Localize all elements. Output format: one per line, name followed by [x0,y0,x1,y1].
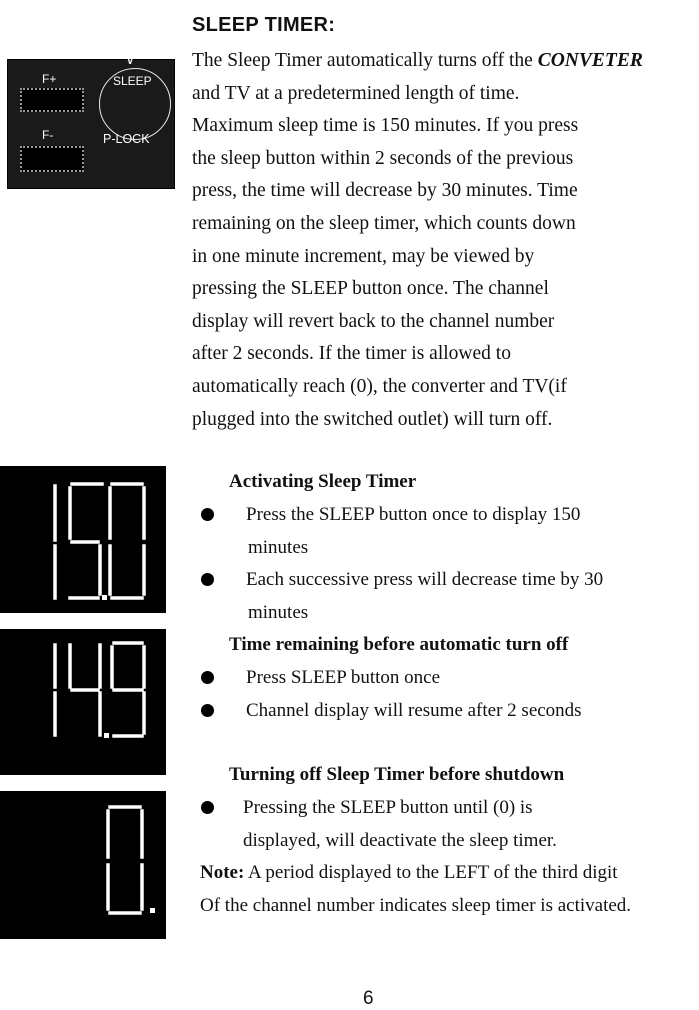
seven-segment-display [0,629,166,775]
intro-text: The Sleep Timer automatically turns off the [192,50,538,71]
f-minus-label: F- [42,128,54,142]
bullet-icon [201,801,214,814]
f-plus-button [20,88,84,112]
bullet-text: minutes [248,602,309,623]
intro-line-8: pressing the SLEEP button once. The channel [192,278,549,300]
intro-line-11: automatically reach (0), the converter and TV(if [192,375,567,397]
intro-line-7: in one minute increment, may be viewed by [192,245,535,267]
section-heading-turning-off: Turning off Sleep Timer before shutdown [229,764,565,785]
seven-segment-display [0,791,166,939]
bullet-text: Press the SLEEP button once to display 150 [246,504,581,525]
intro-line-2: and TV at a predetermined length of time. [192,82,520,104]
note-line-1 [200,857,699,890]
intro-line-5: press, the time will decrease by 30 minutes. Time [192,180,578,202]
section-heading-remaining: Time remaining before automatic turn off [229,634,569,655]
bullet-text: Channel display will resume after 2 seconds [246,700,582,721]
intro-paragraph [192,45,699,436]
note-paragraph [200,857,699,922]
bullet-icon [201,508,214,521]
bullet-icon [201,704,214,717]
bullet-text: Press SLEEP button once [246,667,441,688]
bullet-text: displayed, will deactivate the sleep timer. [243,830,557,851]
intro-line-9: display will revert back to the channel number [192,310,555,332]
bullet-icon [201,671,214,684]
sleep-label: SLEEP [113,74,152,88]
note-line-2: Of the channel number indicates sleep timer is activated. [200,894,632,916]
note-label: Note: [200,862,245,883]
bullet-icon [201,573,214,586]
f-plus-label: F+ [42,72,57,86]
plock-label: P-LOCK [103,132,150,146]
intro-line-10: after 2 seconds. If the timer is allowed to [192,343,511,365]
intro-line-3: Maximum sleep time is 150 minutes. If you press [192,115,579,137]
bullet-text: Each successive press will decrease time by 30 [246,569,604,590]
page-title: SLEEP TIMER: [192,14,336,36]
intro-line-4: the sleep button within 2 seconds of the previous [192,147,574,169]
display-readout-149 [0,629,166,775]
display-readout-0 [0,791,166,939]
intro-line-12: plugged into the switched outlet) will turn off. [192,408,553,430]
note-text: A period displayed to the LEFT of the third digit [244,862,618,883]
seven-segment-display [0,466,166,613]
f-minus-button [20,146,84,172]
chevron-down-icon: ∨ [125,52,136,68]
display-readout-150 [0,466,166,613]
remote-panel-illustration [7,52,175,189]
intro-line-1 [192,45,699,78]
bullet-text: Pressing the SLEEP button until (0) is [243,797,533,818]
page-number: 6 [363,988,374,1009]
intro-line-6: remaining on the sleep timer, which counts down [192,212,576,234]
section-heading-activating: Activating Sleep Timer [229,471,417,492]
bullet-text: minutes [248,537,309,558]
brand-name: CONVETER [537,50,643,71]
